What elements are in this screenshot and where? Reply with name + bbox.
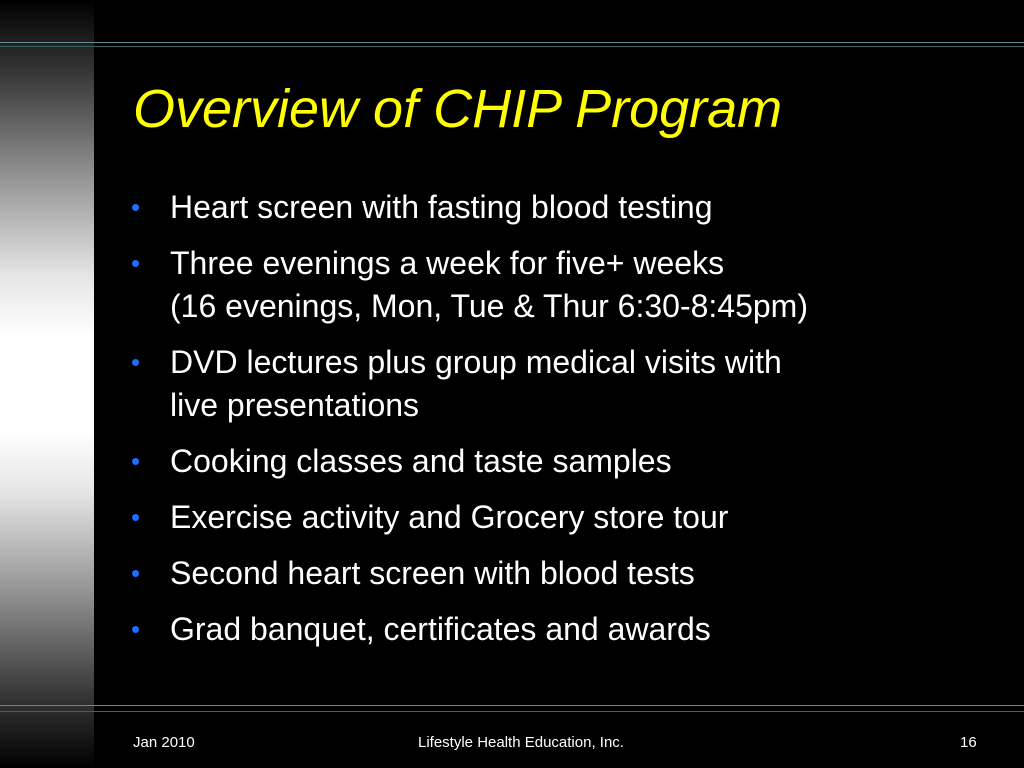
top-rule-secondary	[0, 46, 1024, 47]
slide-title: Overview of CHIP Program	[133, 79, 783, 139]
top-rule	[0, 42, 1024, 43]
bullet-item	[131, 608, 1011, 651]
bottom-rule	[0, 705, 1024, 706]
slide-number: 16	[960, 734, 977, 751]
footer-date: Jan 2010	[133, 734, 195, 751]
bullet-list	[131, 186, 1011, 664]
bullet-text: DVD lectures plus group medical visits with	[170, 344, 782, 380]
bullet-text: Grad banquet, certificates and awards	[170, 611, 711, 647]
bullet-item	[131, 496, 1011, 539]
bullet-icon: •	[131, 347, 141, 377]
bullet-text: Three evenings a week for five+ weeks	[170, 245, 725, 281]
bullet-text-continuation: (16 evenings, Mon, Tue & Thur 6:30-8:45pm)	[170, 288, 808, 324]
bullet-text: Cooking classes and taste samples	[170, 443, 672, 479]
bullet-item	[131, 341, 1011, 427]
bottom-rule-secondary	[0, 711, 1024, 712]
bullet-icon: •	[131, 248, 141, 278]
bullet-icon: •	[131, 446, 141, 476]
bullet-item	[131, 242, 1011, 328]
footer-organization: Lifestyle Health Education, Inc.	[418, 734, 624, 751]
bullet-icon: •	[131, 614, 141, 644]
bullet-item	[131, 552, 1011, 595]
side-gradient-bar	[0, 0, 94, 768]
bullet-text: Exercise activity and Grocery store tour	[170, 499, 729, 535]
bullet-text-continuation: live presentations	[170, 387, 420, 423]
bullet-icon: •	[131, 558, 141, 588]
bullet-item	[131, 186, 1011, 229]
bullet-icon: •	[131, 192, 141, 222]
bullet-item	[131, 440, 1011, 483]
bullet-text: Heart screen with fasting blood testing	[170, 189, 713, 225]
bullet-text: Second heart screen with blood tests	[170, 555, 695, 591]
bullet-icon: •	[131, 502, 141, 532]
